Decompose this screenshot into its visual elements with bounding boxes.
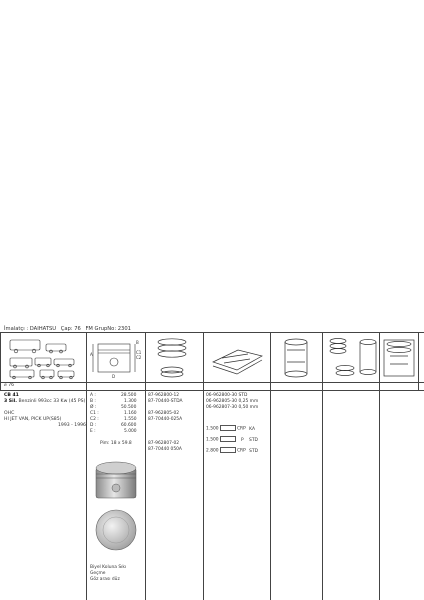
cylinder-liner-icon xyxy=(285,339,307,377)
bore-size: Çap: 76 xyxy=(60,326,81,332)
dim-e: E : xyxy=(90,429,96,434)
piston-code: 87-962805-02 xyxy=(148,411,180,416)
ring-size: 1.500 xyxy=(206,426,219,432)
piston-code: 87-962800-12 xyxy=(148,393,180,398)
piston-photo xyxy=(88,450,144,560)
ring-size: 2.800 xyxy=(206,448,219,454)
ring-code: 06-962807-30 0,50 mm xyxy=(206,405,259,410)
engine-kit-icon xyxy=(384,340,414,376)
piston-code: 87-962807-02 xyxy=(148,441,180,446)
piston-note-line-1: Biyel Koluna Sıkı xyxy=(90,565,127,570)
pin-size: Pim: 18 x 59.8 xyxy=(100,441,132,446)
grid-section-line xyxy=(0,390,424,391)
piston-dimension-diagram xyxy=(90,340,142,379)
dim-b: B : xyxy=(90,399,96,404)
ring-type: CRP xyxy=(236,448,246,454)
dim-b-value: 1.300 xyxy=(124,399,137,404)
parts-illustrations xyxy=(0,332,424,382)
ring-size-row xyxy=(206,447,258,454)
bearing-shells-icon xyxy=(213,350,262,374)
dim-e-value: 5.000 xyxy=(124,429,137,434)
liner-kit-icon xyxy=(330,339,376,376)
svg-text:A: A xyxy=(90,352,93,357)
piston-code: 87-70440-STDA xyxy=(148,399,183,404)
dim-a-value: 28.500 xyxy=(121,393,137,398)
ring-type: CRP xyxy=(236,426,246,432)
ring-type: P xyxy=(240,437,244,443)
valve-type: OHC xyxy=(4,411,15,416)
dim-d-value: 60.600 xyxy=(121,423,137,428)
dim-c1-value: 1.160 xyxy=(124,411,137,416)
group-number: FM GrupNo: 2301 xyxy=(85,326,131,332)
ring-icon xyxy=(220,447,236,453)
engine-description: Benzinli 993cc 33 Kw (45 PS) xyxy=(18,399,86,404)
dim-d: D : xyxy=(90,423,97,428)
dim-c1: C1 : xyxy=(90,411,99,416)
ring-code: 06-962800-30 STD xyxy=(206,393,248,398)
dim-pin-dia: Ø : xyxy=(90,405,97,410)
ring-finish: STD xyxy=(249,448,259,454)
engine-code: CB 41 xyxy=(4,393,19,398)
svg-text:C2: C2 xyxy=(136,355,142,360)
ring-size-row xyxy=(206,425,255,432)
ring-icon xyxy=(220,436,236,442)
ring-size: 1.500 xyxy=(206,437,219,443)
piston-note-line-2: Geçme xyxy=(90,571,106,576)
ring-icon xyxy=(220,425,236,431)
dim-a: A : xyxy=(90,393,96,398)
ring-finish: KA xyxy=(249,426,255,432)
diameter-icon: ⌀ xyxy=(4,383,7,388)
dim-c2-value: 1.550 xyxy=(124,417,137,422)
manufacturer: İmalatçı : DAIHATSU xyxy=(4,326,57,332)
piston-rings-icon xyxy=(158,339,186,377)
vehicle-model: HI JET VAN, PICK UP(S85) xyxy=(4,417,62,422)
ring-code: 06-962805-30 0,25 mm xyxy=(206,399,259,404)
piston-code: 87-70440 050A xyxy=(148,447,182,452)
svg-text:B: B xyxy=(136,340,139,345)
dim-c2: C2 : xyxy=(90,417,99,422)
section-bore-value: 76 xyxy=(8,383,15,388)
vehicles-icon xyxy=(10,340,74,379)
grid-image-row-line xyxy=(0,382,424,383)
catalog-sheet xyxy=(0,160,424,582)
piston-code: 87-70440-025A xyxy=(148,417,183,422)
dim-pin-dia-value: 50.500 xyxy=(121,405,137,410)
piston-note-line-3: Göz arası düz xyxy=(90,577,120,582)
ring-size-row xyxy=(206,436,258,443)
svg-text:C1: C1 xyxy=(136,350,142,355)
svg-text:D: D xyxy=(112,374,116,379)
model-years: 1993 - 1996 xyxy=(58,423,86,428)
ring-finish: STD xyxy=(249,437,258,443)
section-bore xyxy=(4,383,14,389)
cylinder-count: 3 Sil. xyxy=(4,399,17,404)
engine-spec xyxy=(4,399,85,405)
